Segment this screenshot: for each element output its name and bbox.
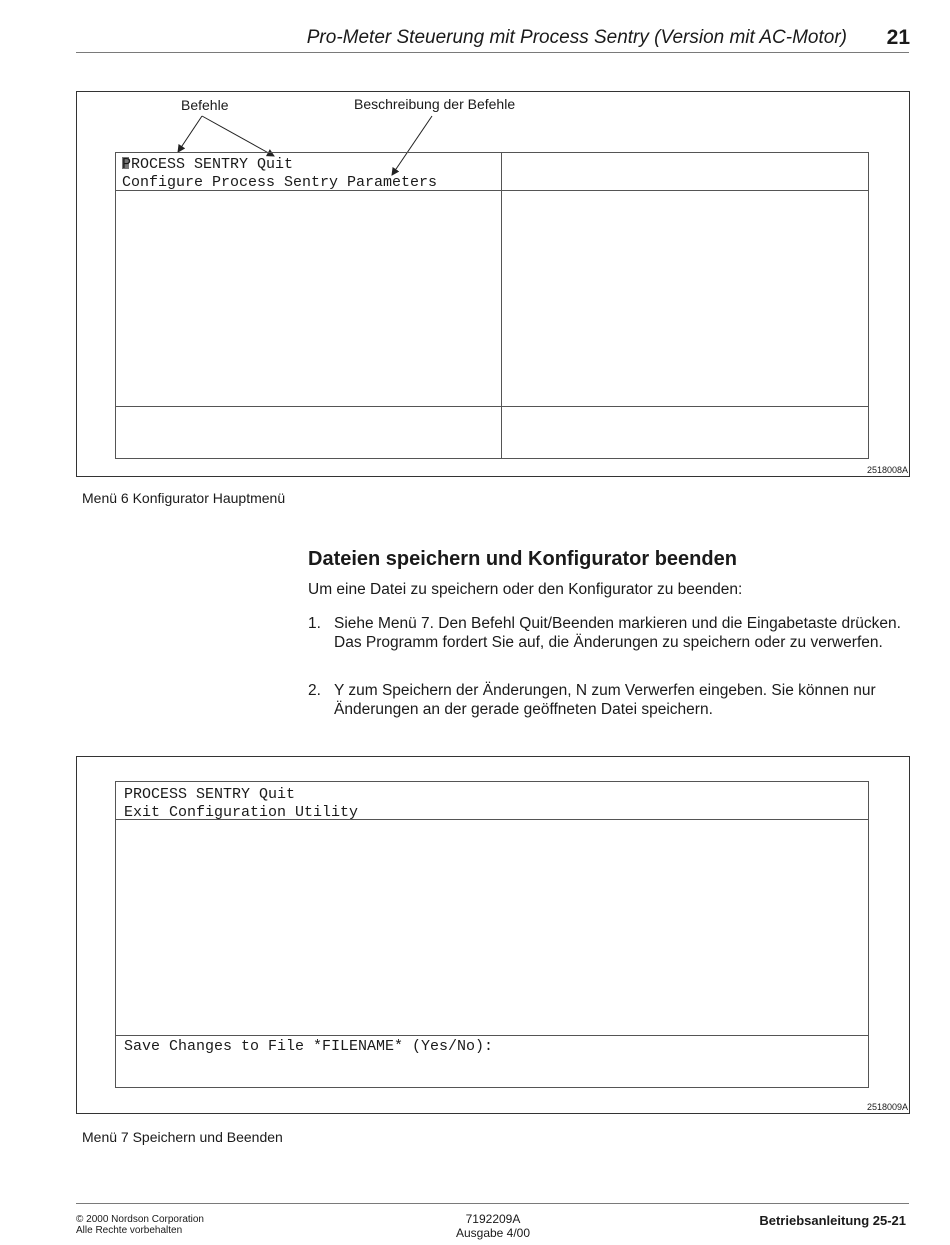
figure-2-code: 2518009A xyxy=(866,1102,908,1112)
footer-doc-number: 7192209A xyxy=(465,1212,521,1226)
page-header-title: Pro-Meter Steuerung mit Process Sentry (Version mit AC-Motor) xyxy=(306,27,847,48)
menu-1-line-1: PROCESS SENTRY Quit xyxy=(122,156,294,173)
footer-edition: Ausgabe 4/00 xyxy=(455,1226,531,1240)
terminal-2-divider-bottom xyxy=(115,1035,869,1036)
figure-2-caption: Menü 7 Speichern und Beenden xyxy=(82,1129,283,1145)
figure-1-caption: Menü 6 Konfigurator Hauptmenü xyxy=(82,490,286,506)
arrow-to-commands-left xyxy=(178,116,202,152)
footer-manual: Betriebsanleitung 25-21 xyxy=(759,1213,906,1228)
menu-2-line-2: Exit Configuration Utility xyxy=(124,804,359,821)
terminal-1-divider-bottom xyxy=(115,406,869,407)
step-1-text: Siehe Menü 7. Den Befehl Quit/Beenden markieren und die Eingabetaste drücken. Das Programm fordert Sie auf, die Änderungen zu speichern oder zu verwerfen. xyxy=(334,615,901,651)
save-changes-prompt: Save Changes to File *FILENAME* (Yes/No): xyxy=(124,1038,494,1055)
callout-description-label: Beschreibung der Befehle xyxy=(354,96,516,112)
menu-1-line-2: Configure Process Sentry Parameters xyxy=(122,174,438,191)
callout-commands-label: Befehle xyxy=(181,97,229,113)
terminal-1-menu-text xyxy=(122,156,437,192)
arrow-to-commands-right xyxy=(202,116,274,156)
terminal-1-divider-vertical xyxy=(501,152,502,459)
terminal-screen-1 xyxy=(115,152,869,459)
footer-rule xyxy=(76,1203,909,1204)
footer-copyright xyxy=(76,1214,204,1236)
figure-1-code: 2518008A xyxy=(866,465,908,475)
footer-copyright-line: © 2000 Nordson Corporation xyxy=(76,1214,204,1225)
step-1-number: 1. xyxy=(308,615,321,632)
section-heading: Dateien speichern und Konfigurator beenden xyxy=(308,548,737,570)
step-1 xyxy=(308,614,908,674)
menu-2-line-1: PROCESS SENTRY Quit xyxy=(124,786,296,803)
step-2-number: 2. xyxy=(308,682,321,699)
section-intro: Um eine Datei zu speichern oder den Konfigurator zu beenden: xyxy=(308,581,743,598)
step-2-text: Y zum Speichern der Änderungen, N zum Verwerfen eingeben. Sie können nur Änderungen an der gerade geöffneten Datei speichern. xyxy=(334,682,876,718)
footer-doc-info xyxy=(393,1212,593,1240)
page-number: 21 xyxy=(886,26,910,49)
step-2 xyxy=(308,681,908,721)
section-block xyxy=(308,548,908,599)
terminal-2-menu-text xyxy=(124,786,358,822)
footer-rights-line: Alle Rechte vorbehalten xyxy=(76,1225,183,1236)
